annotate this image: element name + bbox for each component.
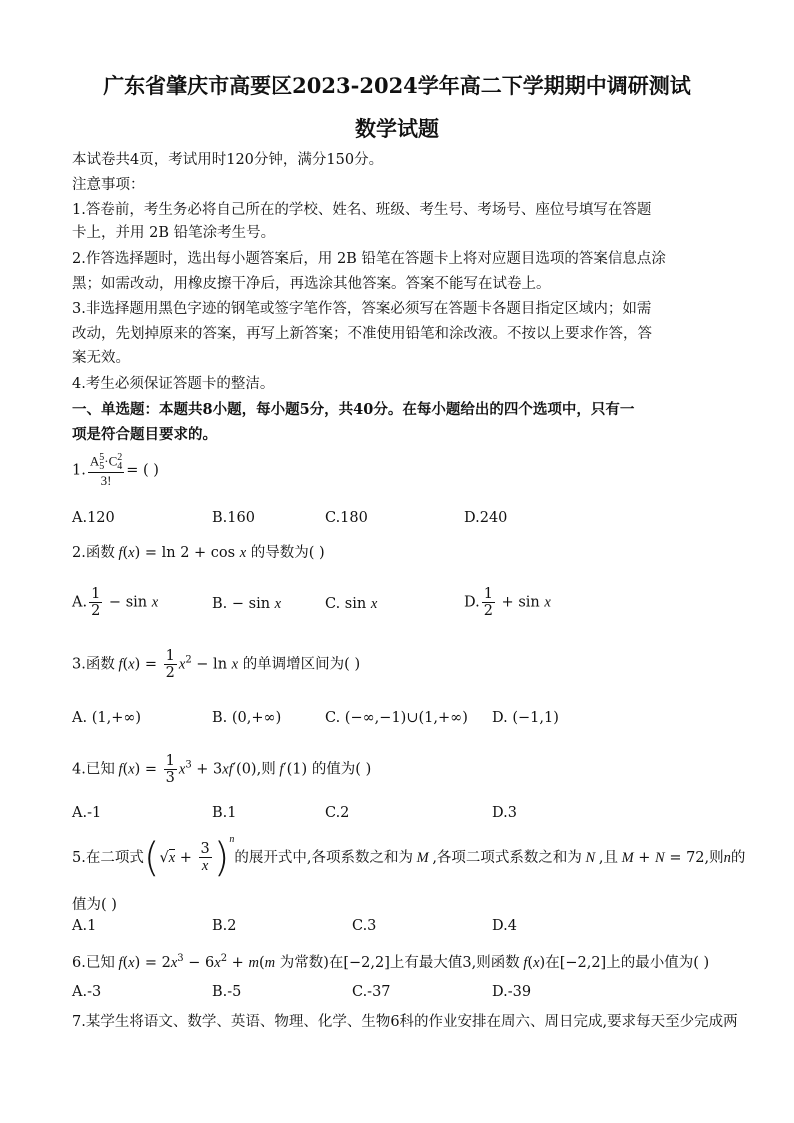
q6-mid3: 在 — [545, 955, 560, 971]
section-header-1: 一、单选题：本题共8小题，每小题5分，共40分。在每小题给出的四个选项中，只有一 — [72, 401, 635, 418]
q4-option-c: C.2 — [325, 805, 350, 821]
note-3a: 3.非选择题用黑色字迹的钢笔或签字笔作答，答案必须写在答题卡各题目指定区域内；如需 — [72, 301, 652, 317]
q4-option-a: A.-1 — [72, 805, 102, 821]
notes-heading: 注意事项： — [72, 177, 145, 193]
q2-option-b: B. − sin x — [212, 596, 282, 612]
section-header-2: 项是符合题目要求的。 — [72, 426, 217, 443]
question-4: 4.已知 f(x) = $\frac{1}{3}$ $x^3 + 3xf'(0)$,则 f′(1) 的值为( ) — [72, 753, 372, 786]
q2-formula: f — [114, 545, 123, 561]
q6-option-c: C.-37 — [352, 984, 391, 1000]
q5-mid1: 的展开式中,各项系数之和为 — [234, 850, 413, 866]
note-1a: 1.答卷前，考生务必将自己所在的学校、姓名、班级、考生号、考场号、座位号填写在答题 — [72, 202, 652, 218]
note-2b: 黑；如需改动，用橡皮擦干净后，再选涂其他答案。答案不能写在试卷上。 — [72, 276, 551, 292]
q3-option-b: B. (0,+∞) — [212, 710, 282, 726]
q5-option-b: B.2 — [212, 918, 237, 934]
note-4: 4.考生必须保证答题卡的整洁。 — [72, 376, 275, 392]
q4-option-b: B.1 — [212, 805, 237, 821]
q4-option-d: D.3 — [492, 805, 517, 821]
q1-tail: = ( ) — [126, 462, 159, 479]
q6-option-d: D.-39 — [492, 984, 532, 1000]
q6-mid2: 上有最大值3,则函数 — [389, 955, 520, 971]
q5-mid4: ,则 — [704, 850, 724, 866]
q5-option-d: D.4 — [492, 918, 517, 934]
q6-mid1: 为常数)在 — [279, 955, 344, 971]
exam-title: 广东省肇庆市高要区2023-2024学年高二下学期期中调研测试 — [103, 73, 691, 98]
q4-prefix: 4.已知 — [72, 761, 115, 778]
intro-line: 本试卷共4页，考试用时120分钟，满分150分。 — [72, 152, 384, 168]
q3-prefix: 3.函数 — [72, 656, 115, 673]
q4-suffix: 的值为( ) — [311, 761, 372, 778]
question-2: 2.函数 f(x) = ln 2 + cos x 的导数为( ) — [72, 545, 325, 561]
q1-option-a: A.120 — [72, 510, 115, 526]
q4-mid: ,则 — [256, 761, 276, 778]
question-3: 3.函数 f(x) = $\frac{1}{2}$ $x^2 - \ln x$ 的单调增区间为( ) — [72, 648, 361, 681]
q1-number: 1. — [72, 462, 86, 479]
question-5: 5.在二项式(√x + $\frac{3}{x}$ )$^n$的展开式中,各项系数之和为 M ,各项二项式系数之和为 N ,且 M + N = 72,则n的 — [72, 834, 746, 881]
note-3c: 案无效。 — [72, 350, 130, 366]
q5-prefix: 5.在二项式 — [72, 850, 144, 866]
question-6: 6.已知 $f(x) = 2x^3 - 6x^2 + m(m$ 为常数)在[−2,2]上有最大值3,则函数 f(x)在[−2,2]上的最小值为( ) — [72, 953, 710, 971]
q3-option-c: C. (−∞,−1)∪(1,+∞) — [325, 710, 468, 726]
q2-suffix: 的导数为( ) — [250, 545, 325, 561]
q5-option-a: A.1 — [72, 918, 97, 934]
q6-option-a: A.-3 — [72, 984, 102, 1000]
q2-option-a: A. $\frac{1}{2}$ − sin x — [72, 586, 159, 619]
q6-suffix: 上的最小值为( ) — [606, 955, 710, 971]
q3-option-d: D. (−1,1) — [492, 710, 559, 726]
q1-fraction: $\frac{A_5^5\cdot C_4^2}{3!}$ — [89, 452, 123, 488]
q5-line2: 值为( ) — [72, 897, 117, 913]
q5-mid5: 的 — [730, 850, 746, 866]
q5-mid3: ,且 — [598, 850, 618, 866]
q5-option-c: C.3 — [352, 918, 377, 934]
q1-option-c: C.180 — [325, 510, 368, 526]
q2-option-d: D. $\frac{1}{2}$ + sin x — [464, 586, 551, 619]
q2-option-c: C. sin x — [325, 596, 378, 612]
question-7: 7.某学生将语文、数学、英语、物理、化学、生物6科的作业安排在周六、周日完成,要求每天至少完成两 — [72, 1014, 738, 1030]
q1-option-d: D.240 — [464, 510, 508, 526]
question-1 — [72, 452, 159, 489]
q5-mid2: ,各项二项式系数之和为 — [432, 850, 582, 866]
q1-option-b: B.160 — [212, 510, 255, 526]
q2-prefix: 2.函数 — [72, 545, 115, 561]
exam-subtitle: 数学试题 — [355, 116, 439, 141]
note-3b: 改动，先划掉原来的答案，再写上新答案；不准使用铅笔和涂改液。不按以上要求作答，答 — [72, 326, 652, 342]
q3-suffix: 的单调增区间为( ) — [242, 656, 361, 673]
note-1b: 卡上，并用 2B 铅笔涂考生号。 — [72, 225, 276, 241]
q6-option-b: B.-5 — [212, 984, 242, 1000]
q3-option-a: A. (1,+∞) — [72, 710, 142, 726]
note-2a: 2.作答选择题时，选出每小题答案后，用 2B 铅笔在答题卡上将对应题目选项的答案信息点涂 — [72, 251, 666, 267]
q6-prefix: 6.已知 — [72, 955, 115, 971]
